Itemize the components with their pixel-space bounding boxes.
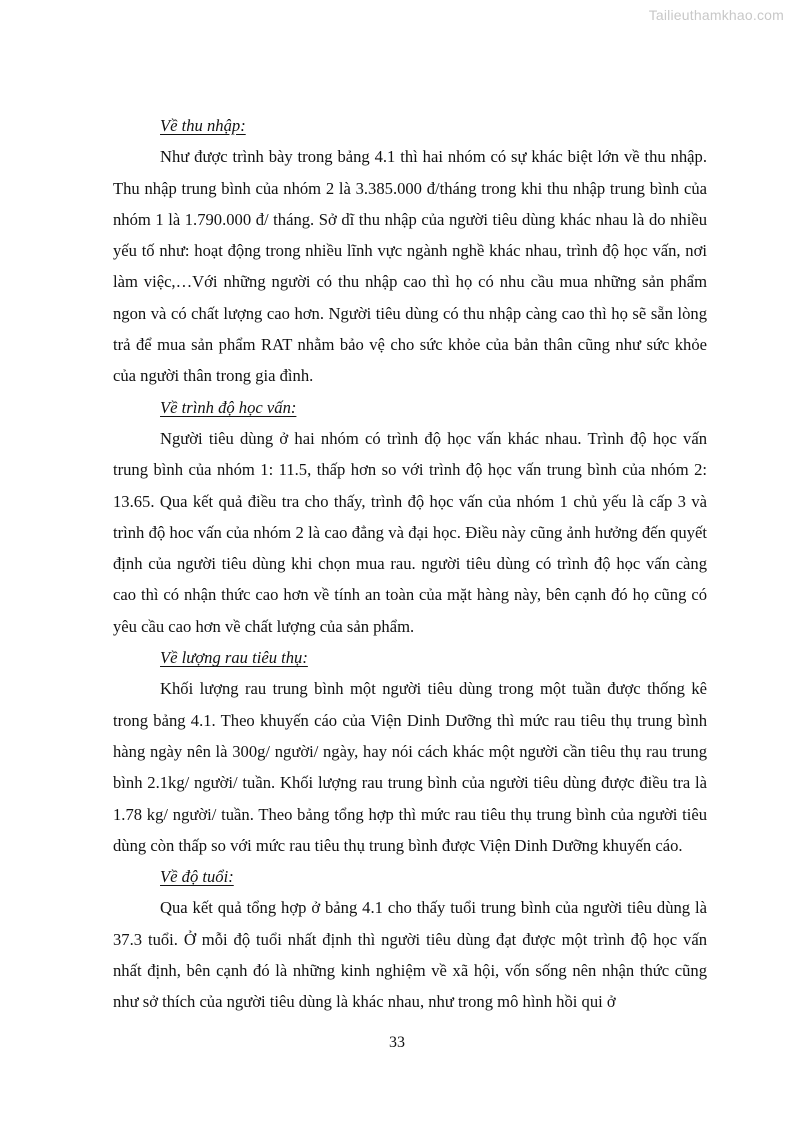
paragraph-income: Như được trình bày trong bảng 4.1 thì hai nhóm có sự khác biệt lớn về thu nhập. Thu nhập trung bình của nhóm 2 là 3.385.000 đ/tháng trong khi thu nhập trung bình của nhóm 1 là 1.790.000 đ/ tháng. Sở dĩ thu nhập của người tiêu dùng khác nhau là do nhiều yếu tố như: hoạt động trong nhiều lĩnh vực ngành nghề khác nhau, trình độ học vấn, nơi làm việc,…Với những người có thu nhập cao thì họ có nhu cầu mua những sản phẩm ngon và có chất lượng cao hơn. Người tiêu dùng có thu nhập càng cao thì họ sẽ sẵn lòng trả để mua sản phẩm RAT nhằm bảo vệ cho sức khỏe của bản thân cũng như sức khỏe của người thân trong gia đình. xyxy=(113,147,707,386)
heading-income: Về thu nhập: xyxy=(160,116,246,135)
paragraph-education: Người tiêu dùng ở hai nhóm có trình độ học vấn khác nhau. Trình độ học vấn trung bình của nhóm 1: 11.5, thấp hơn so với trình độ học vấn trung bình của nhóm 2: 13.65. Qua kết quả điều tra cho thấy, trình độ học vấn của nhóm 1 chủ yếu là cấp 3 và trình độ hoc vấn của nhóm 2 là cao đẳng và đại học. Điều này cũng ảnh hưởng đến quyết định của người tiêu dùng khi chọn mua rau. người tiêu dùng có trình độ học vấn càng cao thì có nhận thức cao hơn về tính an toàn của mặt hàng này, bên cạnh đó họ cũng có yêu cầu cao hơn về chất lượng của sản phẩm. xyxy=(113,428,707,636)
paragraph-vegetable-consumption: Khối lượng rau trung bình một người tiêu dùng trong một tuần được thống kê trong bảng 4.1. Theo khuyến cáo của Viện Dinh Dưỡng thì mức rau tiêu thụ trung bình hàng ngày nên là 300g/ người/ ngày, hay nói cách khác một người cần tiêu thụ rau trung bình 2.1kg/ người/ tuần. Khối lượng rau trung bình của người tiêu dùng được điều tra là 1.78 kg/ người/ tuần. Theo bảng tổng hợp thì mức rau tiêu thụ trung bình của người tiêu dùng còn thấp so với mức rau tiêu thụ trung bình được Viện Dinh Dưỡng khuyến cáo. xyxy=(113,679,707,855)
page-number: 33 xyxy=(389,1034,405,1051)
heading-education: Về trình độ học vấn: xyxy=(160,397,297,417)
heading-vegetable-consumption: Về lượng rau tiêu thụ: xyxy=(160,648,308,668)
paragraph-age: Qua kết quả tổng hợp ở bảng 4.1 cho thấy tuổi trung bình của người tiêu dùng là 37.3 tuổi. Ở mỗi độ tuổi nhất định thì người tiêu dùng đạt được một trình độ học vấn nhất định, bên cạnh đó là những kinh nghiệm về xã hội, vốn sống nên nhận thức cũng như sở thích của người tiêu dùng là khác nhau, như trong mô hình hồi qui ở xyxy=(113,898,707,1012)
page-body xyxy=(113,110,707,1018)
watermark: Tailieuthamkhao.com xyxy=(648,7,784,23)
heading-age: Về độ tuổi: xyxy=(160,867,234,887)
